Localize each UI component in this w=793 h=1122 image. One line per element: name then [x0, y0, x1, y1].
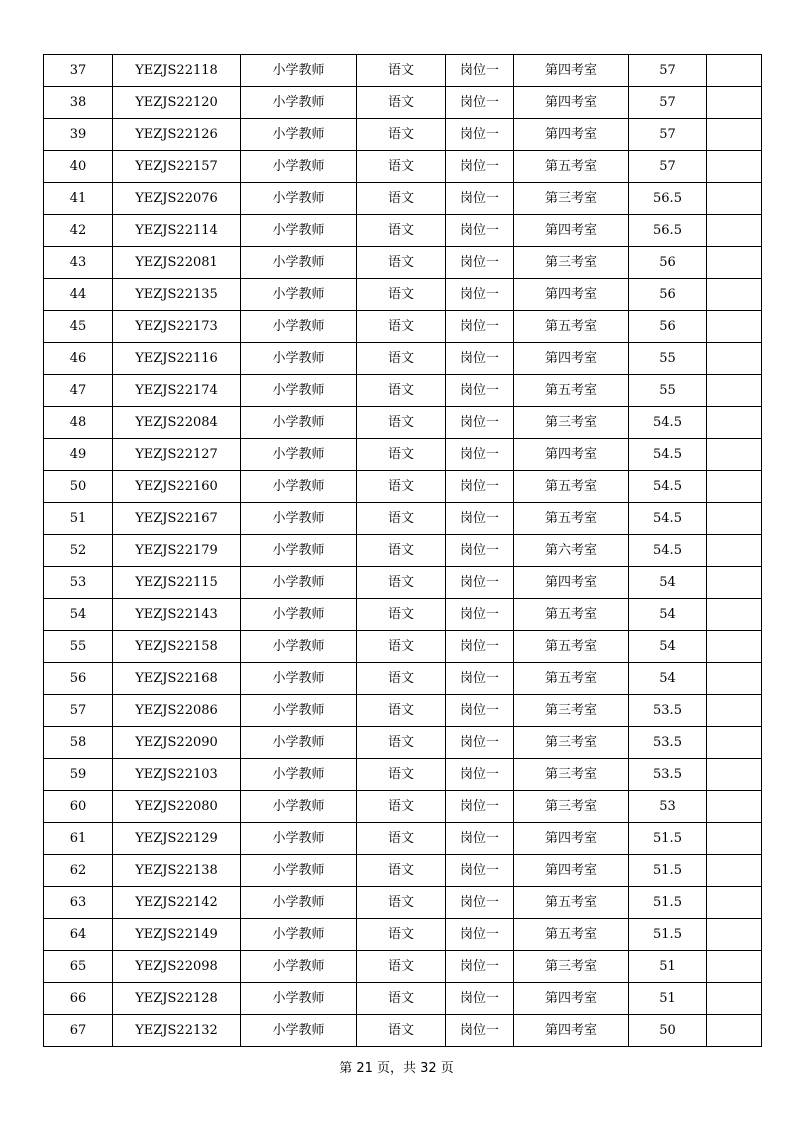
- remark-cell: [707, 439, 762, 471]
- post-cell: 岗位一: [446, 247, 514, 279]
- remark-cell: [707, 183, 762, 215]
- subject-cell: 语文: [357, 919, 446, 951]
- position-type-cell: 小学教师: [241, 823, 357, 855]
- page-footer: 第 21 页，共 32 页: [339, 1061, 454, 1076]
- row-number-cell: 46: [44, 343, 113, 375]
- post-cell: 岗位一: [446, 407, 514, 439]
- remark-cell: [707, 87, 762, 119]
- exam-room-cell: 第五考室: [514, 631, 629, 663]
- score-cell: 54.5: [629, 439, 707, 471]
- exam-room-cell: 第四考室: [514, 983, 629, 1015]
- table-row: [44, 343, 762, 375]
- score-cell: 55: [629, 375, 707, 407]
- exam-id-cell: YEZJS22128: [113, 983, 241, 1015]
- row-number-cell: 61: [44, 823, 113, 855]
- exam-id-cell: YEZJS22115: [113, 567, 241, 599]
- exam-id-cell: YEZJS22149: [113, 919, 241, 951]
- row-number-cell: 65: [44, 951, 113, 983]
- table-row: [44, 471, 762, 503]
- row-number-cell: 67: [44, 1015, 113, 1047]
- exam-id-cell: YEZJS22084: [113, 407, 241, 439]
- subject-cell: 语文: [357, 1015, 446, 1047]
- position-type-cell: 小学教师: [241, 599, 357, 631]
- row-number-cell: 37: [44, 55, 113, 87]
- post-cell: 岗位一: [446, 695, 514, 727]
- remark-cell: [707, 215, 762, 247]
- row-number-cell: 57: [44, 695, 113, 727]
- table-row: [44, 855, 762, 887]
- exam-room-cell: 第四考室: [514, 119, 629, 151]
- table-row: [44, 759, 762, 791]
- score-cell: 54.5: [629, 535, 707, 567]
- row-number-cell: 39: [44, 119, 113, 151]
- subject-cell: 语文: [357, 823, 446, 855]
- score-cell: 53.5: [629, 695, 707, 727]
- table-row: [44, 983, 762, 1015]
- post-cell: 岗位一: [446, 727, 514, 759]
- row-number-cell: 41: [44, 183, 113, 215]
- position-type-cell: 小学教师: [241, 919, 357, 951]
- exam-room-cell: 第三考室: [514, 407, 629, 439]
- row-number-cell: 60: [44, 791, 113, 823]
- exam-id-cell: YEZJS22157: [113, 151, 241, 183]
- exam-id-cell: YEZJS22143: [113, 599, 241, 631]
- exam-room-cell: 第四考室: [514, 279, 629, 311]
- exam-room-cell: 第三考室: [514, 951, 629, 983]
- post-cell: 岗位一: [446, 791, 514, 823]
- table-row: [44, 215, 762, 247]
- exam-room-cell: 第五考室: [514, 887, 629, 919]
- subject-cell: 语文: [357, 663, 446, 695]
- position-type-cell: 小学教师: [241, 1015, 357, 1047]
- exam-id-cell: YEZJS22142: [113, 887, 241, 919]
- position-type-cell: 小学教师: [241, 119, 357, 151]
- exam-id-cell: YEZJS22103: [113, 759, 241, 791]
- post-cell: 岗位一: [446, 311, 514, 343]
- subject-cell: 语文: [357, 599, 446, 631]
- exam-id-cell: YEZJS22168: [113, 663, 241, 695]
- subject-cell: 语文: [357, 407, 446, 439]
- score-cell: 54.5: [629, 503, 707, 535]
- post-cell: 岗位一: [446, 855, 514, 887]
- exam-room-cell: 第四考室: [514, 855, 629, 887]
- remark-cell: [707, 503, 762, 535]
- exam-id-cell: YEZJS22174: [113, 375, 241, 407]
- exam-id-cell: YEZJS22116: [113, 343, 241, 375]
- subject-cell: 语文: [357, 791, 446, 823]
- exam-room-cell: 第四考室: [514, 343, 629, 375]
- score-cell: 56: [629, 247, 707, 279]
- subject-cell: 语文: [357, 471, 446, 503]
- score-cell: 51.5: [629, 887, 707, 919]
- score-cell: 51: [629, 951, 707, 983]
- row-number-cell: 38: [44, 87, 113, 119]
- post-cell: 岗位一: [446, 343, 514, 375]
- exam-room-cell: 第三考室: [514, 247, 629, 279]
- remark-cell: [707, 599, 762, 631]
- exam-room-cell: 第三考室: [514, 759, 629, 791]
- exam-id-cell: YEZJS22080: [113, 791, 241, 823]
- subject-cell: 语文: [357, 759, 446, 791]
- exam-id-cell: YEZJS22076: [113, 183, 241, 215]
- row-number-cell: 59: [44, 759, 113, 791]
- score-cell: 51.5: [629, 855, 707, 887]
- score-cell: 51.5: [629, 919, 707, 951]
- subject-cell: 语文: [357, 439, 446, 471]
- post-cell: 岗位一: [446, 87, 514, 119]
- exam-id-cell: YEZJS22114: [113, 215, 241, 247]
- post-cell: 岗位一: [446, 471, 514, 503]
- score-cell: 54: [629, 663, 707, 695]
- table-row: [44, 119, 762, 151]
- score-cell: 53.5: [629, 727, 707, 759]
- subject-cell: 语文: [357, 119, 446, 151]
- exam-room-cell: 第四考室: [514, 55, 629, 87]
- exam-id-cell: YEZJS22127: [113, 439, 241, 471]
- table-row: [44, 55, 762, 87]
- subject-cell: 语文: [357, 183, 446, 215]
- post-cell: 岗位一: [446, 663, 514, 695]
- exam-room-cell: 第五考室: [514, 311, 629, 343]
- row-number-cell: 63: [44, 887, 113, 919]
- position-type-cell: 小学教师: [241, 663, 357, 695]
- exam-id-cell: YEZJS22098: [113, 951, 241, 983]
- exam-id-cell: YEZJS22132: [113, 1015, 241, 1047]
- exam-id-cell: YEZJS22118: [113, 55, 241, 87]
- row-number-cell: 56: [44, 663, 113, 695]
- remark-cell: [707, 567, 762, 599]
- exam-room-cell: 第五考室: [514, 599, 629, 631]
- post-cell: 岗位一: [446, 119, 514, 151]
- position-type-cell: 小学教师: [241, 87, 357, 119]
- exam-room-cell: 第四考室: [514, 87, 629, 119]
- remark-cell: [707, 631, 762, 663]
- remark-cell: [707, 759, 762, 791]
- exam-room-cell: 第三考室: [514, 791, 629, 823]
- remark-cell: [707, 1015, 762, 1047]
- score-cell: 56: [629, 279, 707, 311]
- position-type-cell: 小学教师: [241, 183, 357, 215]
- exam-id-cell: YEZJS22086: [113, 695, 241, 727]
- row-number-cell: 66: [44, 983, 113, 1015]
- table-row: [44, 311, 762, 343]
- table-row: [44, 279, 762, 311]
- exam-room-cell: 第五考室: [514, 663, 629, 695]
- exam-id-cell: YEZJS22138: [113, 855, 241, 887]
- subject-cell: 语文: [357, 727, 446, 759]
- exam-id-cell: YEZJS22179: [113, 535, 241, 567]
- row-number-cell: 62: [44, 855, 113, 887]
- position-type-cell: 小学教师: [241, 247, 357, 279]
- exam-id-cell: YEZJS22090: [113, 727, 241, 759]
- position-type-cell: 小学教师: [241, 887, 357, 919]
- results-table: [43, 54, 762, 1047]
- row-number-cell: 49: [44, 439, 113, 471]
- exam-room-cell: 第五考室: [514, 503, 629, 535]
- position-type-cell: 小学教师: [241, 695, 357, 727]
- exam-id-cell: YEZJS22173: [113, 311, 241, 343]
- table-row: [44, 567, 762, 599]
- table-row: [44, 247, 762, 279]
- table-row: [44, 887, 762, 919]
- score-cell: 56.5: [629, 183, 707, 215]
- position-type-cell: 小学教师: [241, 503, 357, 535]
- row-number-cell: 58: [44, 727, 113, 759]
- remark-cell: [707, 279, 762, 311]
- post-cell: 岗位一: [446, 215, 514, 247]
- subject-cell: 语文: [357, 631, 446, 663]
- exam-room-cell: 第六考室: [514, 535, 629, 567]
- subject-cell: 语文: [357, 951, 446, 983]
- table-row: [44, 87, 762, 119]
- post-cell: 岗位一: [446, 759, 514, 791]
- position-type-cell: 小学教师: [241, 631, 357, 663]
- row-number-cell: 64: [44, 919, 113, 951]
- exam-room-cell: 第四考室: [514, 823, 629, 855]
- position-type-cell: 小学教师: [241, 727, 357, 759]
- score-cell: 53.5: [629, 759, 707, 791]
- table-row: [44, 631, 762, 663]
- exam-room-cell: 第四考室: [514, 567, 629, 599]
- position-type-cell: 小学教师: [241, 311, 357, 343]
- subject-cell: 语文: [357, 567, 446, 599]
- remark-cell: [707, 407, 762, 439]
- post-cell: 岗位一: [446, 887, 514, 919]
- score-cell: 54.5: [629, 471, 707, 503]
- score-cell: 57: [629, 119, 707, 151]
- post-cell: 岗位一: [446, 375, 514, 407]
- post-cell: 岗位一: [446, 951, 514, 983]
- table-row: [44, 727, 762, 759]
- row-number-cell: 48: [44, 407, 113, 439]
- table-body: [44, 55, 762, 1047]
- exam-id-cell: YEZJS22081: [113, 247, 241, 279]
- score-cell: 53: [629, 791, 707, 823]
- remark-cell: [707, 695, 762, 727]
- score-cell: 54.5: [629, 407, 707, 439]
- exam-id-cell: YEZJS22167: [113, 503, 241, 535]
- remark-cell: [707, 471, 762, 503]
- row-number-cell: 44: [44, 279, 113, 311]
- exam-id-cell: YEZJS22129: [113, 823, 241, 855]
- exam-id-cell: YEZJS22158: [113, 631, 241, 663]
- table-row: [44, 535, 762, 567]
- row-number-cell: 45: [44, 311, 113, 343]
- post-cell: 岗位一: [446, 535, 514, 567]
- row-number-cell: 50: [44, 471, 113, 503]
- subject-cell: 语文: [357, 55, 446, 87]
- subject-cell: 语文: [357, 151, 446, 183]
- position-type-cell: 小学教师: [241, 279, 357, 311]
- score-cell: 54: [629, 567, 707, 599]
- post-cell: 岗位一: [446, 919, 514, 951]
- position-type-cell: 小学教师: [241, 951, 357, 983]
- post-cell: 岗位一: [446, 567, 514, 599]
- exam-id-cell: YEZJS22160: [113, 471, 241, 503]
- table-row: [44, 599, 762, 631]
- remark-cell: [707, 663, 762, 695]
- row-number-cell: 40: [44, 151, 113, 183]
- position-type-cell: 小学教师: [241, 407, 357, 439]
- exam-room-cell: 第三考室: [514, 183, 629, 215]
- exam-room-cell: 第五考室: [514, 151, 629, 183]
- remark-cell: [707, 919, 762, 951]
- post-cell: 岗位一: [446, 439, 514, 471]
- exam-room-cell: 第五考室: [514, 375, 629, 407]
- score-cell: 57: [629, 87, 707, 119]
- remark-cell: [707, 887, 762, 919]
- exam-room-cell: 第三考室: [514, 727, 629, 759]
- subject-cell: 语文: [357, 983, 446, 1015]
- remark-cell: [707, 375, 762, 407]
- row-number-cell: 43: [44, 247, 113, 279]
- row-number-cell: 55: [44, 631, 113, 663]
- subject-cell: 语文: [357, 503, 446, 535]
- table-row: [44, 407, 762, 439]
- position-type-cell: 小学教师: [241, 791, 357, 823]
- score-cell: 50: [629, 1015, 707, 1047]
- position-type-cell: 小学教师: [241, 855, 357, 887]
- score-cell: 56: [629, 311, 707, 343]
- remark-cell: [707, 791, 762, 823]
- table-row: [44, 439, 762, 471]
- subject-cell: 语文: [357, 535, 446, 567]
- subject-cell: 语文: [357, 215, 446, 247]
- remark-cell: [707, 119, 762, 151]
- post-cell: 岗位一: [446, 983, 514, 1015]
- remark-cell: [707, 247, 762, 279]
- position-type-cell: 小学教师: [241, 55, 357, 87]
- post-cell: 岗位一: [446, 631, 514, 663]
- score-cell: 51: [629, 983, 707, 1015]
- post-cell: 岗位一: [446, 1015, 514, 1047]
- subject-cell: 语文: [357, 247, 446, 279]
- row-number-cell: 53: [44, 567, 113, 599]
- exam-id-cell: YEZJS22120: [113, 87, 241, 119]
- post-cell: 岗位一: [446, 55, 514, 87]
- score-cell: 55: [629, 343, 707, 375]
- remark-cell: [707, 343, 762, 375]
- remark-cell: [707, 55, 762, 87]
- remark-cell: [707, 983, 762, 1015]
- position-type-cell: 小学教师: [241, 759, 357, 791]
- score-cell: 57: [629, 55, 707, 87]
- subject-cell: 语文: [357, 855, 446, 887]
- post-cell: 岗位一: [446, 151, 514, 183]
- post-cell: 岗位一: [446, 503, 514, 535]
- remark-cell: [707, 951, 762, 983]
- position-type-cell: 小学教师: [241, 471, 357, 503]
- table-row: [44, 151, 762, 183]
- position-type-cell: 小学教师: [241, 215, 357, 247]
- row-number-cell: 42: [44, 215, 113, 247]
- row-number-cell: 52: [44, 535, 113, 567]
- post-cell: 岗位一: [446, 599, 514, 631]
- position-type-cell: 小学教师: [241, 439, 357, 471]
- remark-cell: [707, 151, 762, 183]
- score-cell: 54: [629, 631, 707, 663]
- subject-cell: 语文: [357, 279, 446, 311]
- exam-room-cell: 第四考室: [514, 439, 629, 471]
- position-type-cell: 小学教师: [241, 343, 357, 375]
- subject-cell: 语文: [357, 311, 446, 343]
- table-row: [44, 1015, 762, 1047]
- exam-room-cell: 第三考室: [514, 695, 629, 727]
- score-cell: 57: [629, 151, 707, 183]
- row-number-cell: 54: [44, 599, 113, 631]
- remark-cell: [707, 727, 762, 759]
- subject-cell: 语文: [357, 695, 446, 727]
- exam-room-cell: 第五考室: [514, 919, 629, 951]
- score-cell: 56.5: [629, 215, 707, 247]
- exam-room-cell: 第四考室: [514, 1015, 629, 1047]
- post-cell: 岗位一: [446, 183, 514, 215]
- post-cell: 岗位一: [446, 279, 514, 311]
- position-type-cell: 小学教师: [241, 567, 357, 599]
- position-type-cell: 小学教师: [241, 535, 357, 567]
- table-row: [44, 663, 762, 695]
- exam-room-cell: 第五考室: [514, 471, 629, 503]
- remark-cell: [707, 855, 762, 887]
- table-row: [44, 919, 762, 951]
- subject-cell: 语文: [357, 375, 446, 407]
- subject-cell: 语文: [357, 887, 446, 919]
- row-number-cell: 47: [44, 375, 113, 407]
- remark-cell: [707, 311, 762, 343]
- position-type-cell: 小学教师: [241, 983, 357, 1015]
- subject-cell: 语文: [357, 87, 446, 119]
- remark-cell: [707, 535, 762, 567]
- table-row: [44, 183, 762, 215]
- exam-id-cell: YEZJS22126: [113, 119, 241, 151]
- score-cell: 51.5: [629, 823, 707, 855]
- score-cell: 54: [629, 599, 707, 631]
- table-row: [44, 951, 762, 983]
- position-type-cell: 小学教师: [241, 375, 357, 407]
- table-row: [44, 695, 762, 727]
- exam-id-cell: YEZJS22135: [113, 279, 241, 311]
- table-row: [44, 375, 762, 407]
- position-type-cell: 小学教师: [241, 151, 357, 183]
- remark-cell: [707, 823, 762, 855]
- table-row: [44, 503, 762, 535]
- subject-cell: 语文: [357, 343, 446, 375]
- table-row: [44, 791, 762, 823]
- row-number-cell: 51: [44, 503, 113, 535]
- table-row: [44, 823, 762, 855]
- post-cell: 岗位一: [446, 823, 514, 855]
- exam-room-cell: 第四考室: [514, 215, 629, 247]
